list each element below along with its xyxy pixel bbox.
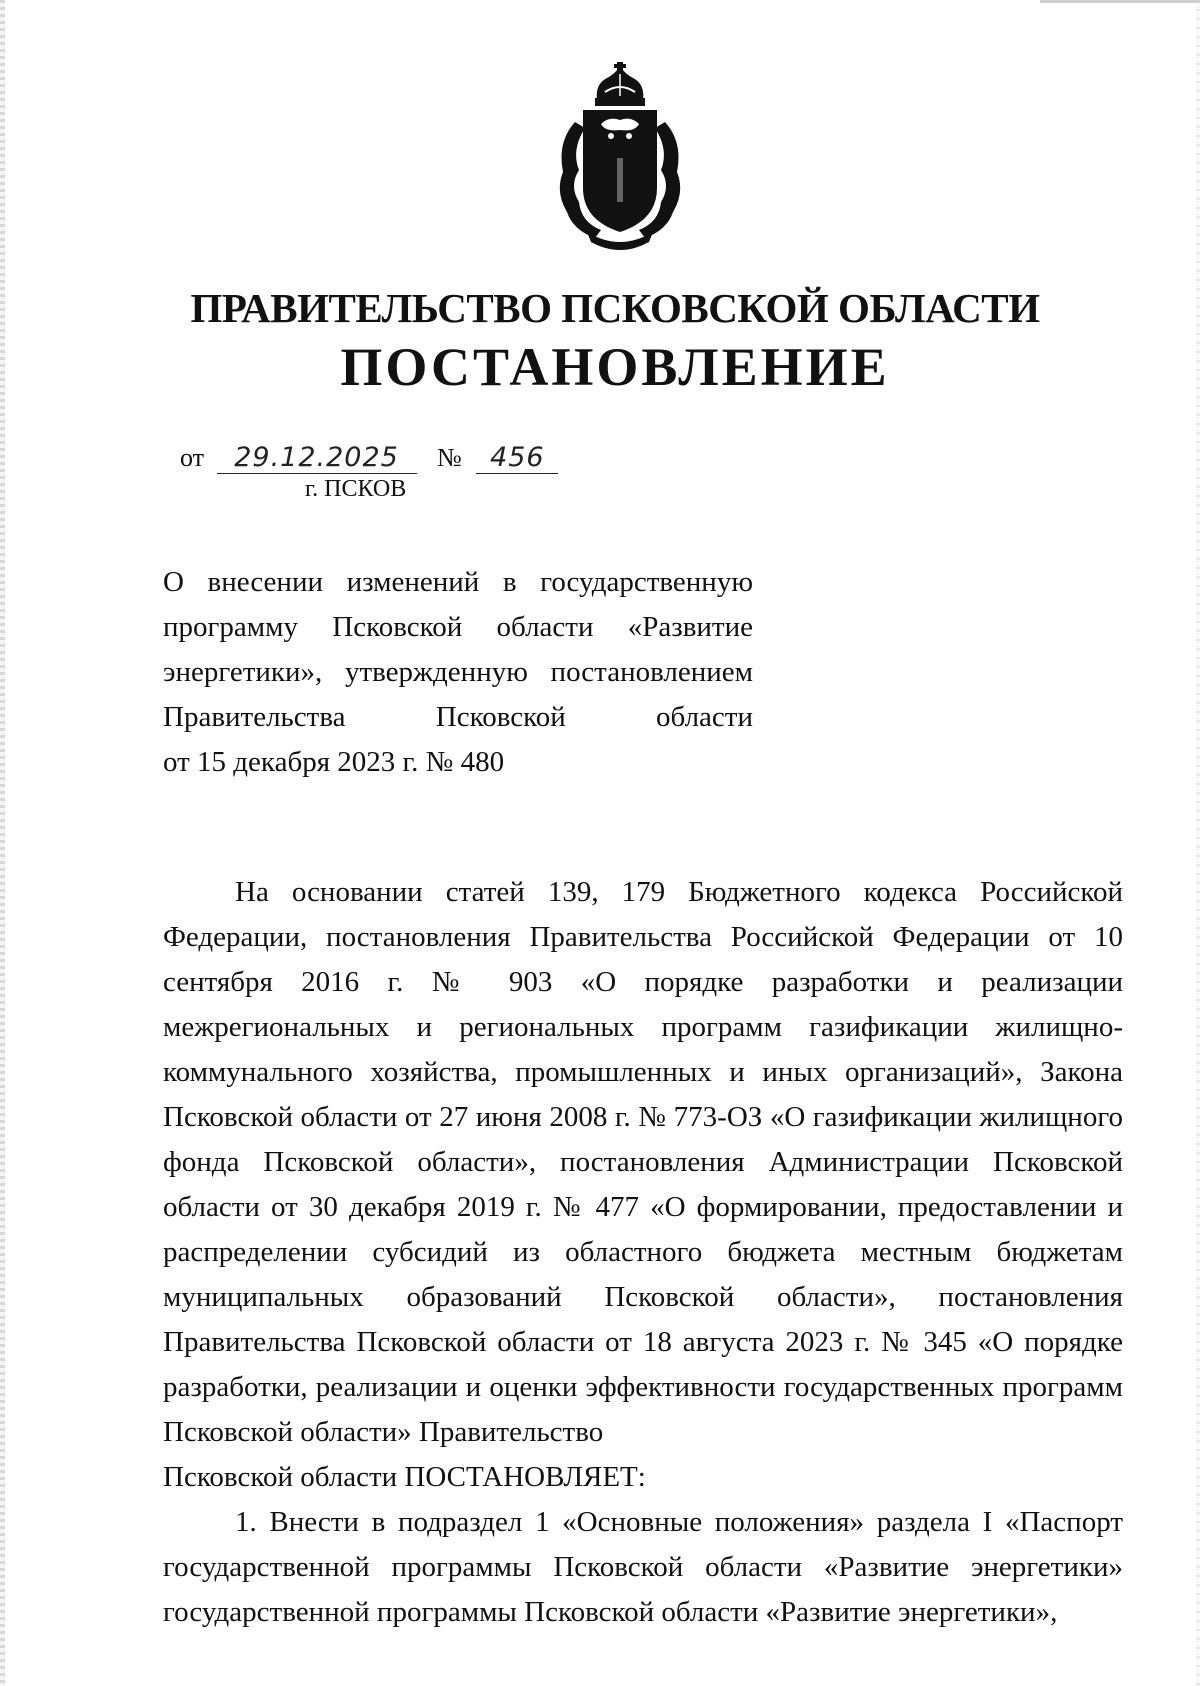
scan-right-edge bbox=[1196, 0, 1200, 1686]
subject-line: О внесении изменений в государственную bbox=[163, 566, 753, 598]
document-type-title: ПОСТАНОВЛЕНИЕ bbox=[340, 337, 890, 397]
preamble-paragraph: На основании статей 139, 179 Бюджетного кодекса Российской Федерации, постановления Правительства Российской Федерации от 10 сентября 2016 г. № 903 «О порядке разработки и реализации межрегиональных и региональных программ газификации жилищно-коммунального хозяйства, промышленных и иных организаций», Закона Псковской области от 27 июня 2008 г. № 773-ОЗ «О газификации жилищного фонда Псковской области», постановления Администрации Псковской области от 30 декабря 2019 г. № 477 «О формировании, предоставлении и распределении субсидий из областного бюджета местным бюджетам муниципальных образований Псковской области», постановления Правительства Псковской области от 18 августа 2023 г. № 345 «О порядке разработки, реализации и оценки эффективности государственных программ Псковской области» Правительство bbox=[163, 876, 1123, 1448]
coat-of-arms-icon bbox=[545, 62, 695, 250]
scan-top-mark bbox=[1040, 0, 1200, 3]
number-value: 456 bbox=[476, 442, 558, 474]
subject-line: от 15 декабря 2023 г. № 480 bbox=[163, 746, 505, 778]
subject-line: Правительства Псковской области bbox=[163, 701, 753, 733]
date-prefix: от bbox=[180, 443, 205, 472]
city-label: г. ПСКОВ bbox=[305, 476, 407, 502]
number-prefix: № bbox=[437, 443, 462, 472]
organization-title: ПРАВИТЕЛЬСТВО ПСКОВСКОЙ ОБЛАСТИ bbox=[190, 285, 1040, 331]
registration-line bbox=[180, 442, 558, 474]
document-subject bbox=[163, 560, 753, 785]
subject-line: программу Псковской области «Развитие bbox=[163, 611, 753, 643]
item-1-paragraph: 1. Внести в подраздел 1 «Основные положения» раздела I «Паспорт государственной программы Псковской области «Развитие энергетики» государственной программы Псковской области «Развитие энергетики», bbox=[163, 1506, 1123, 1628]
preamble-ending: Псковской области ПОСТАНОВЛЯЕТ: bbox=[163, 1461, 646, 1493]
document-body bbox=[163, 870, 1123, 1635]
subject-line: энергетики», утвержденную постановлением bbox=[163, 656, 753, 688]
date-value: 29.12.2025 bbox=[217, 442, 417, 474]
scan-left-edge bbox=[0, 0, 5, 1686]
